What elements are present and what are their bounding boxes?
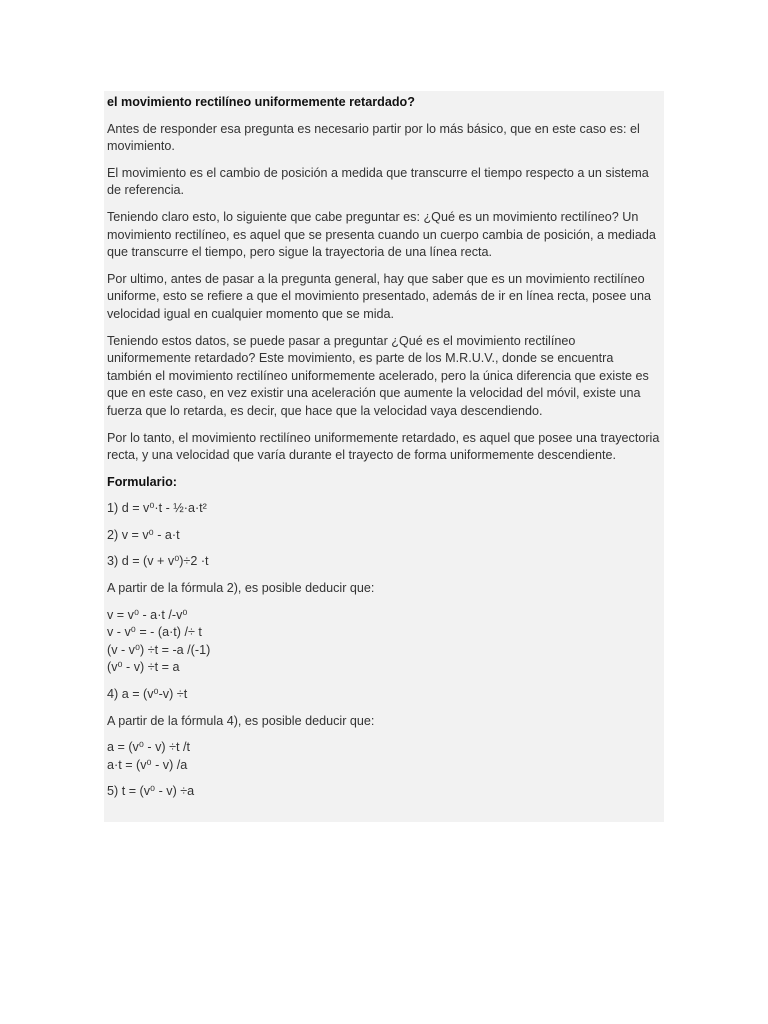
derivation-line: v - v⁰ = - (a·t) /÷ t (107, 625, 202, 640)
derivation-line: (v - v⁰) ÷t = -a /(-1) (107, 642, 211, 657)
paragraph-conclusion: Por lo tanto, el movimiento rectilíneo uniformemente retardado, es aquel que posee una trayectoria recta, y una velocidad que varía durante el trayecto de forma uniformemente descendiente. (107, 430, 660, 463)
paragraph-uniform-definition: Por ultimo, antes de pasar a la pregunta general, hay que saber que es un movimiento rectilíneo uniforme, esto se refiere a que el movimiento presentado, además de ir en línea recta, posee una velocidad igual en cualquier momento que se mida. (107, 271, 651, 321)
derivation-formula-2 (107, 607, 661, 677)
document-title: el movimiento rectilíneo uniformemente retardado? (107, 95, 415, 109)
derivation-line: a·t = (v⁰ - v) /a (107, 757, 188, 772)
formula-3: 3) d = (v + v⁰)÷2 ·t (107, 554, 209, 569)
formula-2: 2) v = v⁰ - a·t (107, 527, 180, 542)
formula-1: 1) d = v⁰·t - ½·a·t² (107, 501, 207, 516)
document-body (104, 91, 664, 822)
derivation-formula-4 (107, 739, 661, 774)
formula-4: 4) a = (v⁰-v) ÷t (107, 687, 188, 702)
paragraph-retarded-definition: Teniendo estos datos, se puede pasar a preguntar ¿Qué es el movimiento rectilíneo uniformemente retardado? Este movimiento, es parte de los M.R.U.V., donde se encuentra también el movimiento rectilíneo uniformemente acelerado, pero la única diferencia que existe es que en este caso, en vez existir una aceleración que aumente la velocidad del móvil, existe una fuerza que lo retarda, es decir, que hace que la velocidad vaya descendiendo. (107, 333, 649, 418)
formulario-heading: Formulario: (107, 474, 177, 489)
paragraph-movement-definition: El movimiento es el cambio de posición a medida que transcurre el tiempo respecto a un sistema de referencia. (107, 165, 649, 198)
paragraph-rectilinear-definition: Teniendo claro esto, lo siguiente que cabe preguntar es: ¿Qué es un movimiento rectilíneo? Un movimiento rectilíneo, es aquel que se presenta cuando un cuerpo cambia de posición, a mediada que transcurre el tiempo, pero sigue la trayectoria de una línea recta. (107, 209, 656, 260)
derivation-line: v = v⁰ - a·t /-v⁰ (107, 607, 188, 622)
derivation-line: (v⁰ - v) ÷t = a (107, 660, 180, 675)
paragraph-intro: Antes de responder esa pregunta es necesario partir por lo más básico, que en este caso es: el movimiento. (107, 121, 640, 154)
deduce-from-formula-4: A partir de la fórmula 4), es posible deducir que: (107, 713, 375, 728)
deduce-from-formula-2: A partir de la fórmula 2), es posible deducir que: (107, 581, 375, 596)
derivation-line: a = (v⁰ - v) ÷t /t (107, 740, 190, 755)
formula-5: 5) t = (v⁰ - v) ÷a (107, 784, 195, 799)
